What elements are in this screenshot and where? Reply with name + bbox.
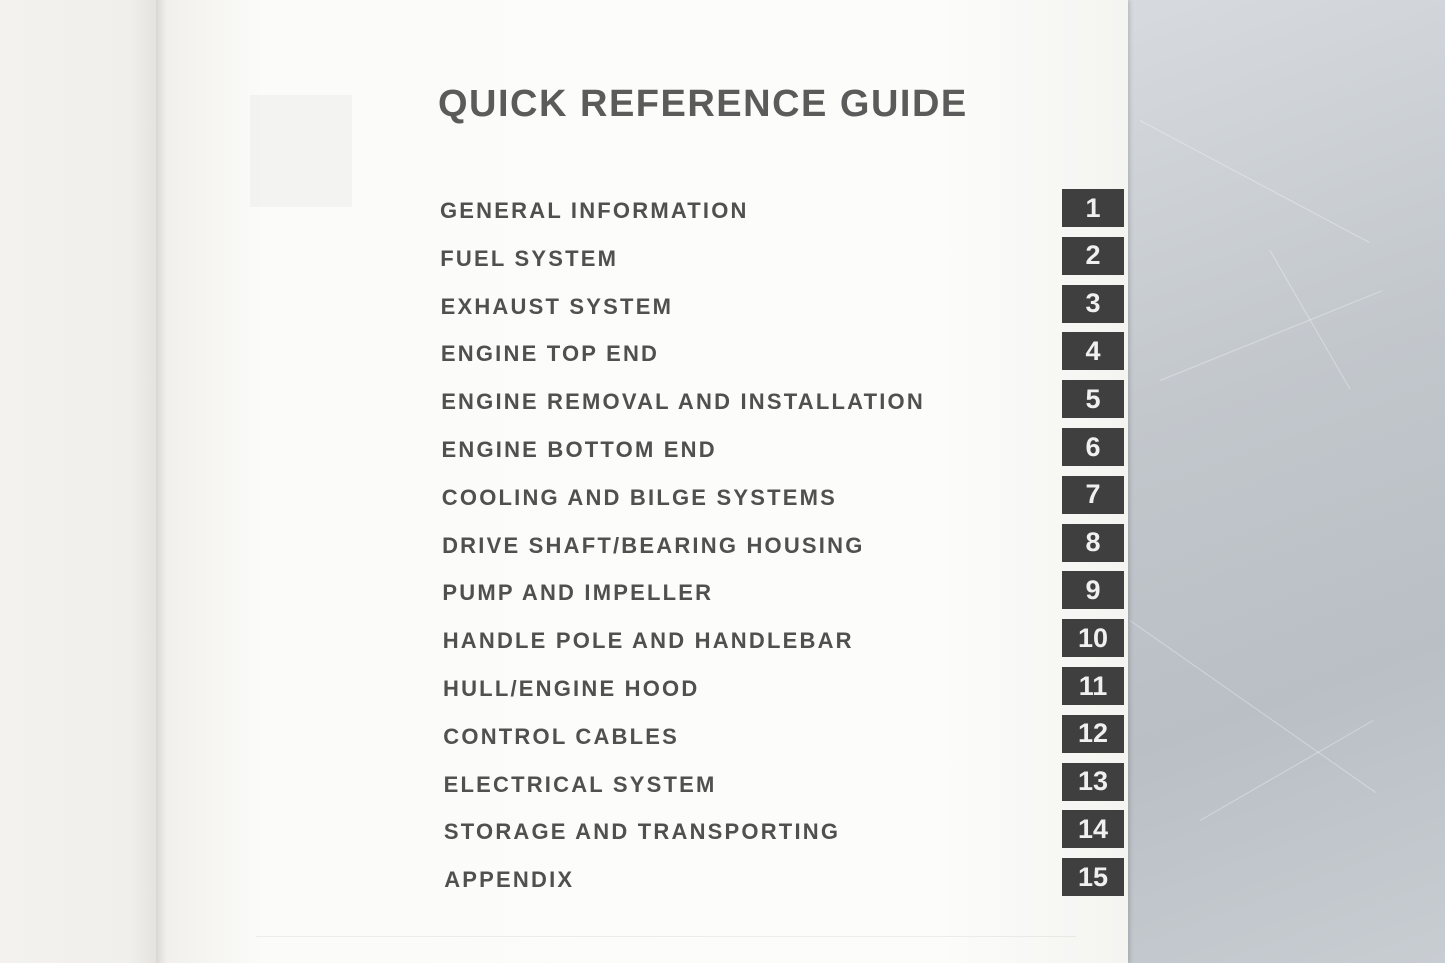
section-tab-8[interactable]: 8: [1062, 524, 1124, 562]
toc-item-label: COOLING AND BILGE SYSTEMS: [441, 484, 838, 510]
section-tab-9[interactable]: 9: [1062, 571, 1124, 609]
section-tab-5[interactable]: 5: [1062, 380, 1124, 418]
toc-item-label: ELECTRICAL SYSTEM: [443, 771, 717, 797]
toc-item-label: PUMP AND IMPELLER: [442, 580, 714, 606]
section-tab-6[interactable]: 6: [1062, 428, 1124, 466]
toc-item-label: FUEL SYSTEM: [440, 245, 619, 271]
left-page: [0, 0, 162, 963]
toc-item-label: ENGINE TOP END: [440, 341, 660, 367]
toc-item-label: STORAGE AND TRANSPORTING: [443, 819, 841, 845]
toc-item-label: EXHAUST SYSTEM: [440, 293, 674, 319]
section-tab-14[interactable]: 14: [1062, 810, 1124, 848]
section-tab-15[interactable]: 15: [1062, 858, 1124, 896]
section-tab-13[interactable]: 13: [1062, 763, 1124, 801]
toc-item-label: CONTROL CABLES: [443, 723, 680, 749]
show-through-logo-block: [250, 95, 352, 207]
section-tab-3[interactable]: 3: [1062, 285, 1124, 323]
manual-page: [166, 0, 1128, 963]
section-tab-4[interactable]: 4: [1062, 332, 1124, 370]
toc-item-label: ENGINE REMOVAL AND INSTALLATION: [441, 389, 925, 415]
toc-item-label: APPENDIX: [444, 867, 575, 893]
table-surface: [1120, 0, 1445, 963]
section-tab-2[interactable]: 2: [1062, 237, 1124, 275]
toc-item-label: DRIVE SHAFT/BEARING HOUSING: [442, 532, 865, 558]
toc-item-label: ENGINE BOTTOM END: [441, 437, 717, 462]
show-through-text: [250, 210, 267, 281]
toc-item-label: HULL/ENGINE HOOD: [443, 676, 700, 701]
section-tab-12[interactable]: 12: [1062, 715, 1124, 753]
section-tab-7[interactable]: 7: [1062, 476, 1124, 514]
toc-item-label: GENERAL INFORMATION: [440, 198, 749, 223]
toc-item-label: HANDLE POLE AND HANDLEBAR: [442, 628, 854, 654]
page-title: QUICK REFERENCE GUIDE: [438, 83, 968, 125]
section-tab-11[interactable]: 11: [1062, 667, 1124, 705]
bottom-rule: [256, 936, 1076, 937]
section-tab-1[interactable]: 1: [1062, 189, 1124, 227]
section-tab-10[interactable]: 10: [1062, 619, 1124, 657]
